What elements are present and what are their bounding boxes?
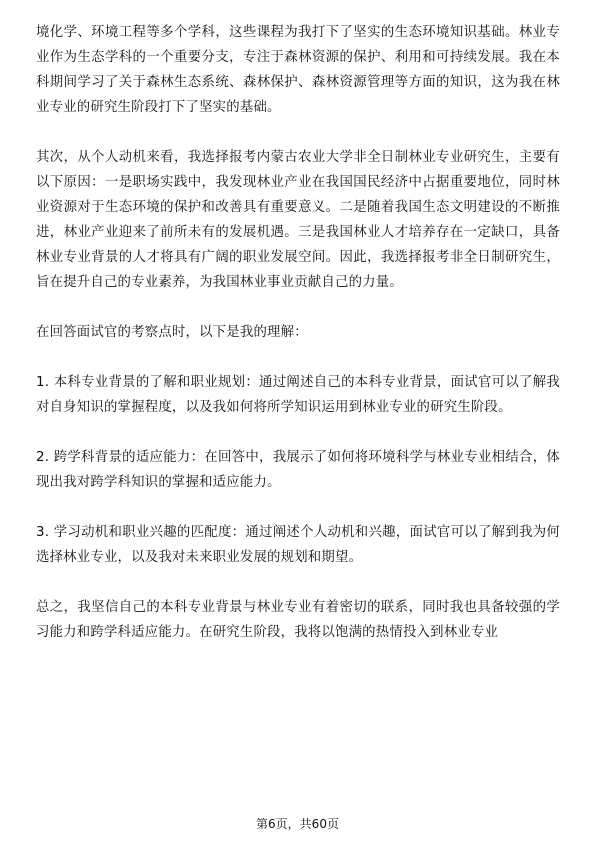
document-body [36, 20, 560, 645]
list-item-point-3: 3. 学习动机和职业兴趣的匹配度：通过阐述个人动机和兴趣，面试官可以了解到我为何选择林业专业，以及我对未来职业发展的规划和期望。 [36, 525, 560, 565]
list-item-point-1: 1. 本科专业背景的了解和职业规划：通过阐述自己的本科专业背景，面试官可以了解我对自身知识的掌握程度，以及我如何将所学知识运用到林业专业的研究生阶段。 [36, 375, 560, 415]
paragraph-interview-points-intro: 在回答面试官的考察点时，以下是我的理解： [36, 325, 308, 340]
paragraph-spacer [36, 570, 560, 595]
paragraph-personal-motivation: 其次，从个人动机来看，我选择报考内蒙古农业大学非全日制林业专业研究生，主要有以下原因：一是职场实践中，我发现林业产业在我国国民经济中占据重要地位，同时林业资源对于生态环境的保护和改善具有重要意义。二是随着我国生态文明建设的不断推进，林业产业迎来了前所未有的发展机遇。三是我国林业人才培养存在一定缺口，具备林业专业背景的人才将具有广阔的职业发展空间。因此，我选择报考非全日制研究生，旨在提升自己的专业素养，为我国林业事业贡献自己的力量。 [36, 150, 560, 290]
paragraph-spacer [36, 420, 560, 445]
paragraph-spacer [36, 295, 560, 320]
paragraph-conclusion: 总之，我坚信自己的本科专业背景与林业专业有着密切的联系，同时我也具备较强的学习能力和跨学科适应能力。在研究生阶段，我将以饱满的热情投入到林业专业 [36, 600, 560, 640]
paragraph-spacer [36, 120, 560, 145]
paragraph-spacer [36, 495, 560, 520]
page-number: 第6页，共60页 [256, 817, 339, 831]
list-item-point-2: 2. 跨学科背景的适应能力：在回答中，我展示了如何将环境科学与林业专业相结合，体现出我对跨学科知识的掌握和适应能力。 [36, 450, 560, 490]
paragraph-environment-background: 境化学、环境工程等多个学科，这些课程为我打下了坚实的生态环境知识基础。林业专业作为生态学科的一个重要分支，专注于森林资源的保护、利用和可持续发展。我在本科期间学习了关于森林生态系统、森林保护、森林资源管理等方面的知识，这为我在林业专业的研究生阶段打下了坚实的基础。 [36, 25, 560, 115]
paragraph-spacer [36, 345, 560, 370]
